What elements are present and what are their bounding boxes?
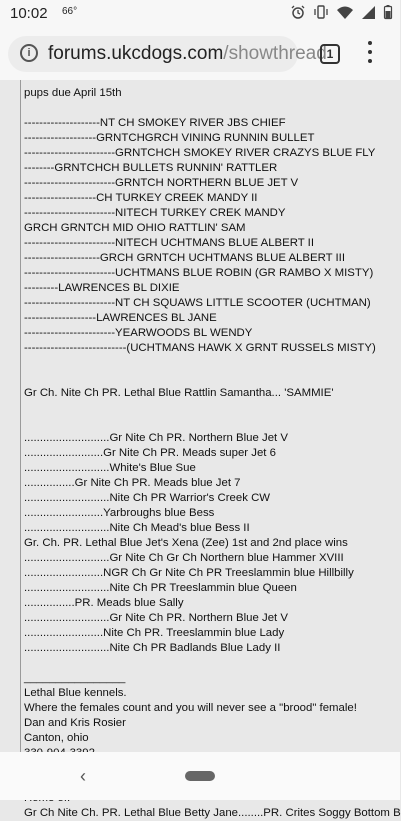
pedigree-line: ------------------------GRNTCHCH SMOKEY RIVER CRAZYS BLUE FLY [24, 147, 376, 159]
pedigree-line: ...........................Nite Ch PR Badlands Blue Lady II [24, 642, 281, 654]
pedigree-list-1 [24, 116, 396, 356]
post-left-border [20, 80, 21, 752]
signature-line: Where the females count and you will never see a "brood" female! [24, 702, 357, 714]
post-intro: pups due April 15th [24, 87, 122, 99]
pedigree-line: ................Gr Nite Ch PR. Meads blue Jet 7 [24, 477, 241, 489]
tab-switcher-button[interactable]: 1 [320, 44, 340, 64]
pedigree-line: ...........................White's Blue Sue [24, 462, 196, 474]
pedigree-line: -------------------LAWRENCES BL JANE [24, 312, 217, 324]
address-bar[interactable] [8, 36, 327, 72]
signature-block [24, 686, 396, 761]
url-path: /showthread [223, 43, 327, 64]
wifi-icon [337, 6, 353, 22]
pedigree-line: --------GRNTCHCH BULLETS RUNNIN' RATTLER [24, 162, 278, 174]
status-time: 10:02 [10, 5, 48, 22]
pedigree-line: .........................Nite Ch PR. Treeslammin blue Lady [24, 627, 285, 639]
browser-toolbar [0, 28, 400, 81]
pedigree-line: ------------------------UCHTMANS BLUE ROBIN (GR RAMBO X MISTY) [24, 267, 374, 279]
pedigree-line: .........................Yarbroughs blue Bess [24, 507, 215, 519]
pedigree-line: ...........................Nite Ch PR Treeslammin blue Queen [24, 582, 297, 594]
pedigree-line: -------------------CH TURKEY CREEK MANDY II [24, 192, 258, 204]
pedigree-line: ...........................Gr Nite Ch PR. Northern Blue Jet V [24, 432, 288, 444]
battery-icon [384, 5, 392, 22]
status-bar [0, 0, 400, 28]
pedigree-line: ...........................Nite Ch PR Warrior's Creek CW [24, 492, 271, 504]
vibrate-icon [314, 5, 328, 22]
dog-name: Gr Ch. Nite Ch PR. Lethal Blue Rattlin Samantha... 'SAMMIE' [24, 387, 334, 399]
status-temperature: 66° [62, 6, 78, 17]
pedigree-line: ...........................Nite Ch Mead's blue Bess II [24, 522, 250, 534]
pedigree-line: ---------------------------(UCHTMANS HAWK X GRNT RUSSELS MISTY) [24, 342, 376, 354]
pedigree-line: --------------------NT CH SMOKEY RIVER JBS CHIEF [24, 117, 286, 129]
pedigree-line: ---------LAWRENCES BL DIXIE [24, 282, 180, 294]
post-body [24, 86, 401, 821]
pedigree-line: ------------------------NITECH TURKEY CREK MANDY [24, 207, 286, 219]
pedigree-line: ------------------------NITECH UCHTMANS BLUE ALBERT II [24, 237, 314, 249]
pedigree-line: -------------------GRNTCHGRCH VINING RUNNIN BULLET [24, 132, 315, 144]
pedigree-line: Gr. Ch. PR. Lethal Blue Jet's Xena (Zee) 1st and 2nd place wins [24, 537, 348, 549]
home-pill-button[interactable] [185, 771, 215, 781]
pedigree-line: ------------------------YEARWOODS BL WENDY [24, 327, 253, 339]
back-chevron-icon[interactable]: ‹ [80, 766, 86, 786]
pedigree-line: ------------------------GRNTCH NORTHERN BLUE JET V [24, 177, 299, 189]
pedigree-line: ...........................Gr Nite Ch Gr Ch Northern blue Hammer XVIII [24, 552, 344, 564]
site-info-icon[interactable]: i [20, 44, 38, 62]
signature-line: Canton, ohio [24, 732, 89, 744]
page-content[interactable] [0, 80, 401, 819]
pedigree-list-2 [24, 431, 396, 656]
overflow-menu-icon[interactable] [364, 41, 376, 67]
url-text[interactable] [48, 43, 327, 65]
url-domain: forums.ukcdogs.com [48, 43, 224, 64]
pedigree-line: ...........................Gr Nite Ch PR. Northern Blue Jet V [24, 612, 288, 624]
home-of-line: Gr Ch Nite Ch. PR. Lethal Blue Betty Jane........PR. Crites Soggy Bottom B [24, 807, 401, 819]
pedigree-line: --------------------GRCH GRNTCH UCHTMANS BLUE ALBERT III [24, 252, 346, 264]
pedigree-line: ................PR. Meads blue Sally [24, 597, 184, 609]
alarm-icon [291, 5, 305, 22]
pedigree-line: .........................NGR Ch Gr Nite Ch PR Treeslammin blue Hillbilly [24, 567, 354, 579]
signature-line: Dan and Kris Rosier [24, 717, 126, 729]
pedigree-line: .........................Gr Nite Ch PR. Meads super Jet 6 [24, 447, 276, 459]
pedigree-line: GRCH GRNTCH MID OHIO RATTLIN' SAM [24, 222, 246, 234]
signature-rule: ________________ [24, 672, 126, 684]
signal-icon [362, 6, 375, 22]
signature-line: Lethal Blue kennels. [24, 687, 127, 699]
pedigree-line: ------------------------NT CH SQUAWS LITTLE SCOOTER (UCHTMAN) [24, 297, 371, 309]
status-icons [291, 5, 392, 22]
system-nav-bar [0, 752, 400, 800]
